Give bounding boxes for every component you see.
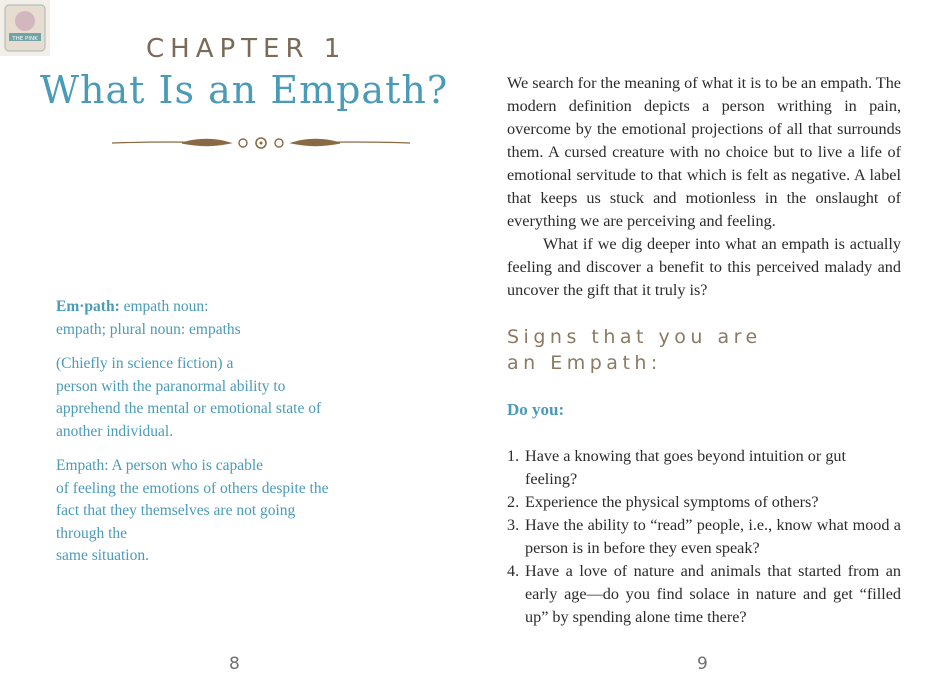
chapter-label: CHAPTER 1 [146,34,347,64]
definition-line: through the [56,524,128,542]
page-number-left: 8 [229,654,240,674]
paragraph: We search for the meaning of what it is to be an empath. The modern definition depicts a person writhing in pain, overcome by the emotional projections of all that surrounds them. A cursed creature with no choice but to live a life of emotional servitude to that which is felt as negative. A label that keeps us stuck and motionless in the onslaught of everything we are perceiving and feeling. [507,74,901,230]
list-item-text: Have the ability to “read” people, i.e., know what mood a person is in before they even speak? [525,516,901,557]
list-item-text: Have a love of nature and animals that started from an early age—do you find solace in nature and get “filled up” by spending alone time there? [525,562,901,626]
list-item-number: 1. [507,447,520,465]
definition-term: Em·path: [56,298,120,315]
publisher-logo [0,0,50,56]
section-heading-line: an Empath: [507,352,662,374]
signs-list [507,445,901,629]
definition-line: fact that they themselves are not going [56,502,296,519]
definition-entry [56,353,396,443]
definition-line: (Chiefly in science fiction) a [56,355,234,372]
definition-entry [56,296,396,341]
paragraph: What if we dig deeper into what an empath is actually feeling and discover a benefit to this perceived malady and uncover the gift that it truly is? [507,235,901,299]
body-text [507,72,901,302]
section-heading [507,324,827,376]
list-item-text: Have a knowing that goes beyond intuition or gut feeling? [525,447,846,488]
definition-line: same situation. [56,547,149,564]
definition-line: another individual. [56,422,174,440]
ornament-divider-icon [112,134,410,152]
definition-line: empath noun: [123,298,209,315]
definition-entry [56,455,396,568]
list-item-number: 4. [507,562,520,580]
section-heading-line: Signs that you are [507,326,762,348]
definition-line: empath; plural noun: empaths [56,320,241,338]
list-item [507,491,901,514]
definition-line: of feeling the emotions of others despite the [56,479,329,497]
list-item [507,514,901,560]
definition-block [56,296,396,580]
logo-text: THE PINK [12,36,38,42]
chapter-title: What Is an Empath? [40,68,449,112]
definition-line: apprehend the mental or emotional state of [56,400,322,417]
list-intro: Do you: [507,400,565,419]
list-item-number: 2. [507,493,520,511]
logo-emblem-icon [3,3,47,53]
list-item-text: Experience the physical symptoms of others? [525,493,819,511]
list-item [507,445,901,491]
definition-line: Empath: A person who is capable [56,457,264,474]
list-item [507,560,901,629]
page-number-right: 9 [697,654,708,674]
list-item-number: 3. [507,516,520,534]
definition-line: person with the paranormal ability to [56,377,286,395]
